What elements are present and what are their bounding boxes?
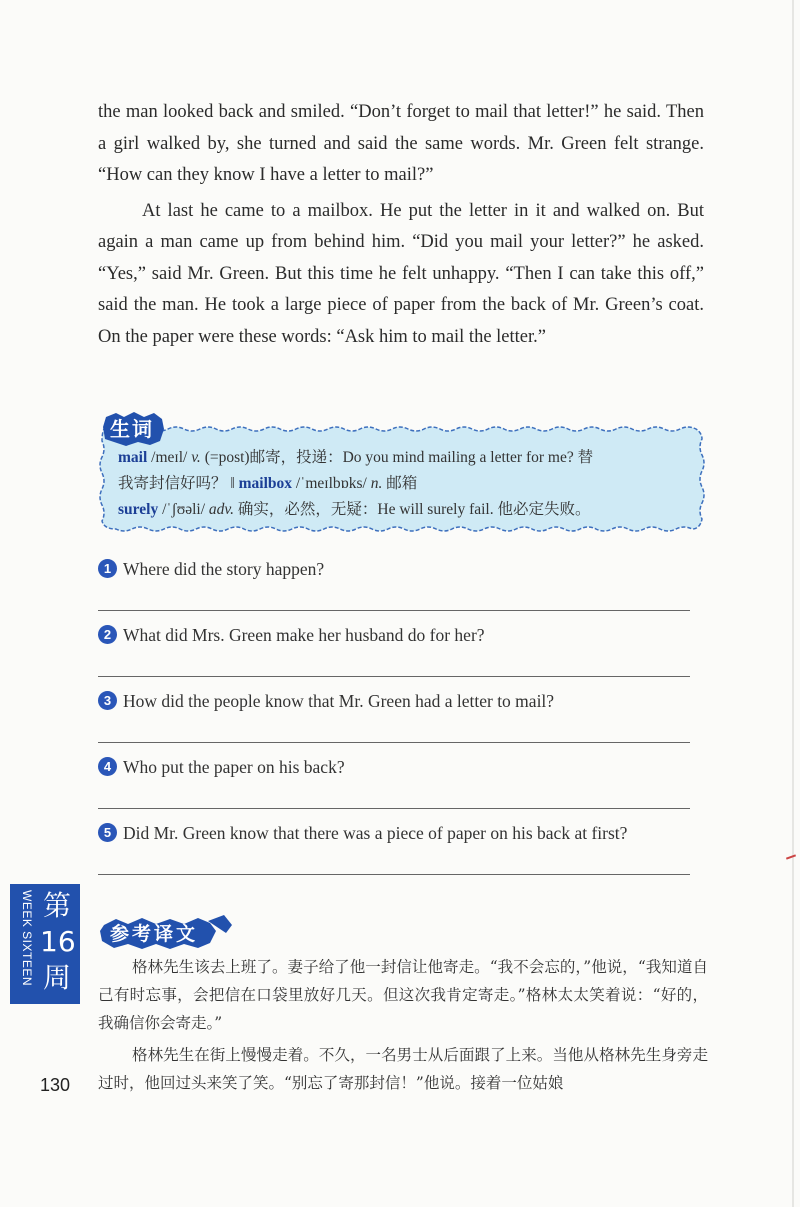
week-tab (10, 884, 80, 1004)
vocab-entry-surely (118, 497, 690, 523)
translation-paragraph-1: 格林先生该去上班了。妻子给了他一封信让他寄走。“我不会忘的，”他说，“我知道自己有时忘事，会把信在口袋里放好几天。但这次我肯定寄走。”格林太太笑着说：“好的，我确信你会寄走。” (98, 958, 708, 1032)
question-text: How did the people know that Mr. Green had a letter to mail? (123, 691, 555, 711)
vocab-definition-cont: 我寄封信好吗？ ‖ (118, 475, 239, 492)
week-tab-english: WEEK SIXTEEN (20, 890, 34, 987)
vocab-word: mailbox (238, 475, 293, 492)
vocab-pos: n. (370, 475, 383, 492)
question-number: 4 (98, 757, 117, 776)
question-number: 2 (98, 625, 117, 644)
question-list (98, 556, 698, 886)
story-text (98, 97, 704, 357)
answer-line[interactable] (98, 874, 690, 875)
question-text: Did Mr. Green know that there was a piece of paper on his back at first? (123, 823, 628, 843)
question-number: 1 (98, 559, 117, 578)
question-item (98, 556, 698, 622)
vocab-definition: 确实，必然，无疑：He will surely fail. 他必定失败。 (234, 501, 591, 518)
vocab-definition: (=post)邮寄，投递：Do you mind mailing a letter for me? 替 (200, 449, 594, 466)
answer-line[interactable] (98, 742, 690, 743)
vocabulary-label: 生词 (110, 417, 154, 441)
vocab-pronunciation: /ˈʃʊəli/ (158, 501, 209, 518)
week-tab-chinese: 第16周 (40, 889, 76, 994)
question-number: 3 (98, 691, 117, 710)
vocab-pos: adv. (208, 501, 234, 518)
question-number: 5 (98, 823, 117, 842)
question-text: What did Mrs. Green make her husband do for her? (123, 625, 485, 645)
question-item (98, 622, 698, 688)
page-edge (792, 0, 794, 1207)
vocabulary-box (98, 417, 706, 533)
question-item (98, 688, 698, 754)
question-item (98, 754, 698, 820)
page-number: 130 (40, 1075, 71, 1095)
translation-paragraph-2: 格林先生在街上慢慢走着。不久，一名男士从后面跟了上来。当他从格林先生身旁走过时，他回过头来笑了笑。“别忘了寄那封信！”他说。接着一位姑娘 (98, 1046, 708, 1092)
question-text: Who put the paper on his back? (123, 757, 345, 777)
vocab-entry-mailbox (118, 471, 690, 497)
reference-translation (98, 953, 708, 1101)
question-item (98, 820, 698, 886)
vocab-pronunciation: /ˈmeɪlbɒks/ (292, 475, 371, 492)
vocab-pronunciation: /meɪl/ (147, 449, 192, 466)
vocab-word: surely (118, 501, 159, 518)
answer-line[interactable] (98, 610, 690, 611)
answer-line[interactable] (98, 808, 690, 809)
answer-line[interactable] (98, 676, 690, 677)
vocab-definition: 邮箱 (382, 475, 418, 492)
story-paragraph-2: At last he came to a mailbox. He put the letter in it and walked on. But again a man came up from behind him. “Did you mail your letter?” he asked. “Yes,” said Mr. Green. But this time he felt unhappy. “Then I can take this off,” said the man. He took a large piece of paper from the back of Mr. Green’s coat. On the paper were these words: “Ask him to mail the letter.” (98, 200, 704, 347)
story-paragraph-1: the man looked back and smiled. “Don’t forget to mail that letter!” he said. Then a girl walked by, she turned and said the same words. Mr. Green felt strange. “How can they know I have a letter to mail?” (98, 102, 704, 185)
question-text: Where did the story happen? (123, 559, 325, 579)
reference-label-text: 参考译文 (110, 923, 199, 945)
vocab-word: mail (118, 449, 148, 466)
margin-mark (786, 854, 796, 859)
vocab-entry-mail (118, 445, 690, 471)
vocabulary-entries (118, 445, 690, 523)
reference-translation-label (98, 915, 248, 951)
vocab-pos: v. (191, 449, 201, 466)
